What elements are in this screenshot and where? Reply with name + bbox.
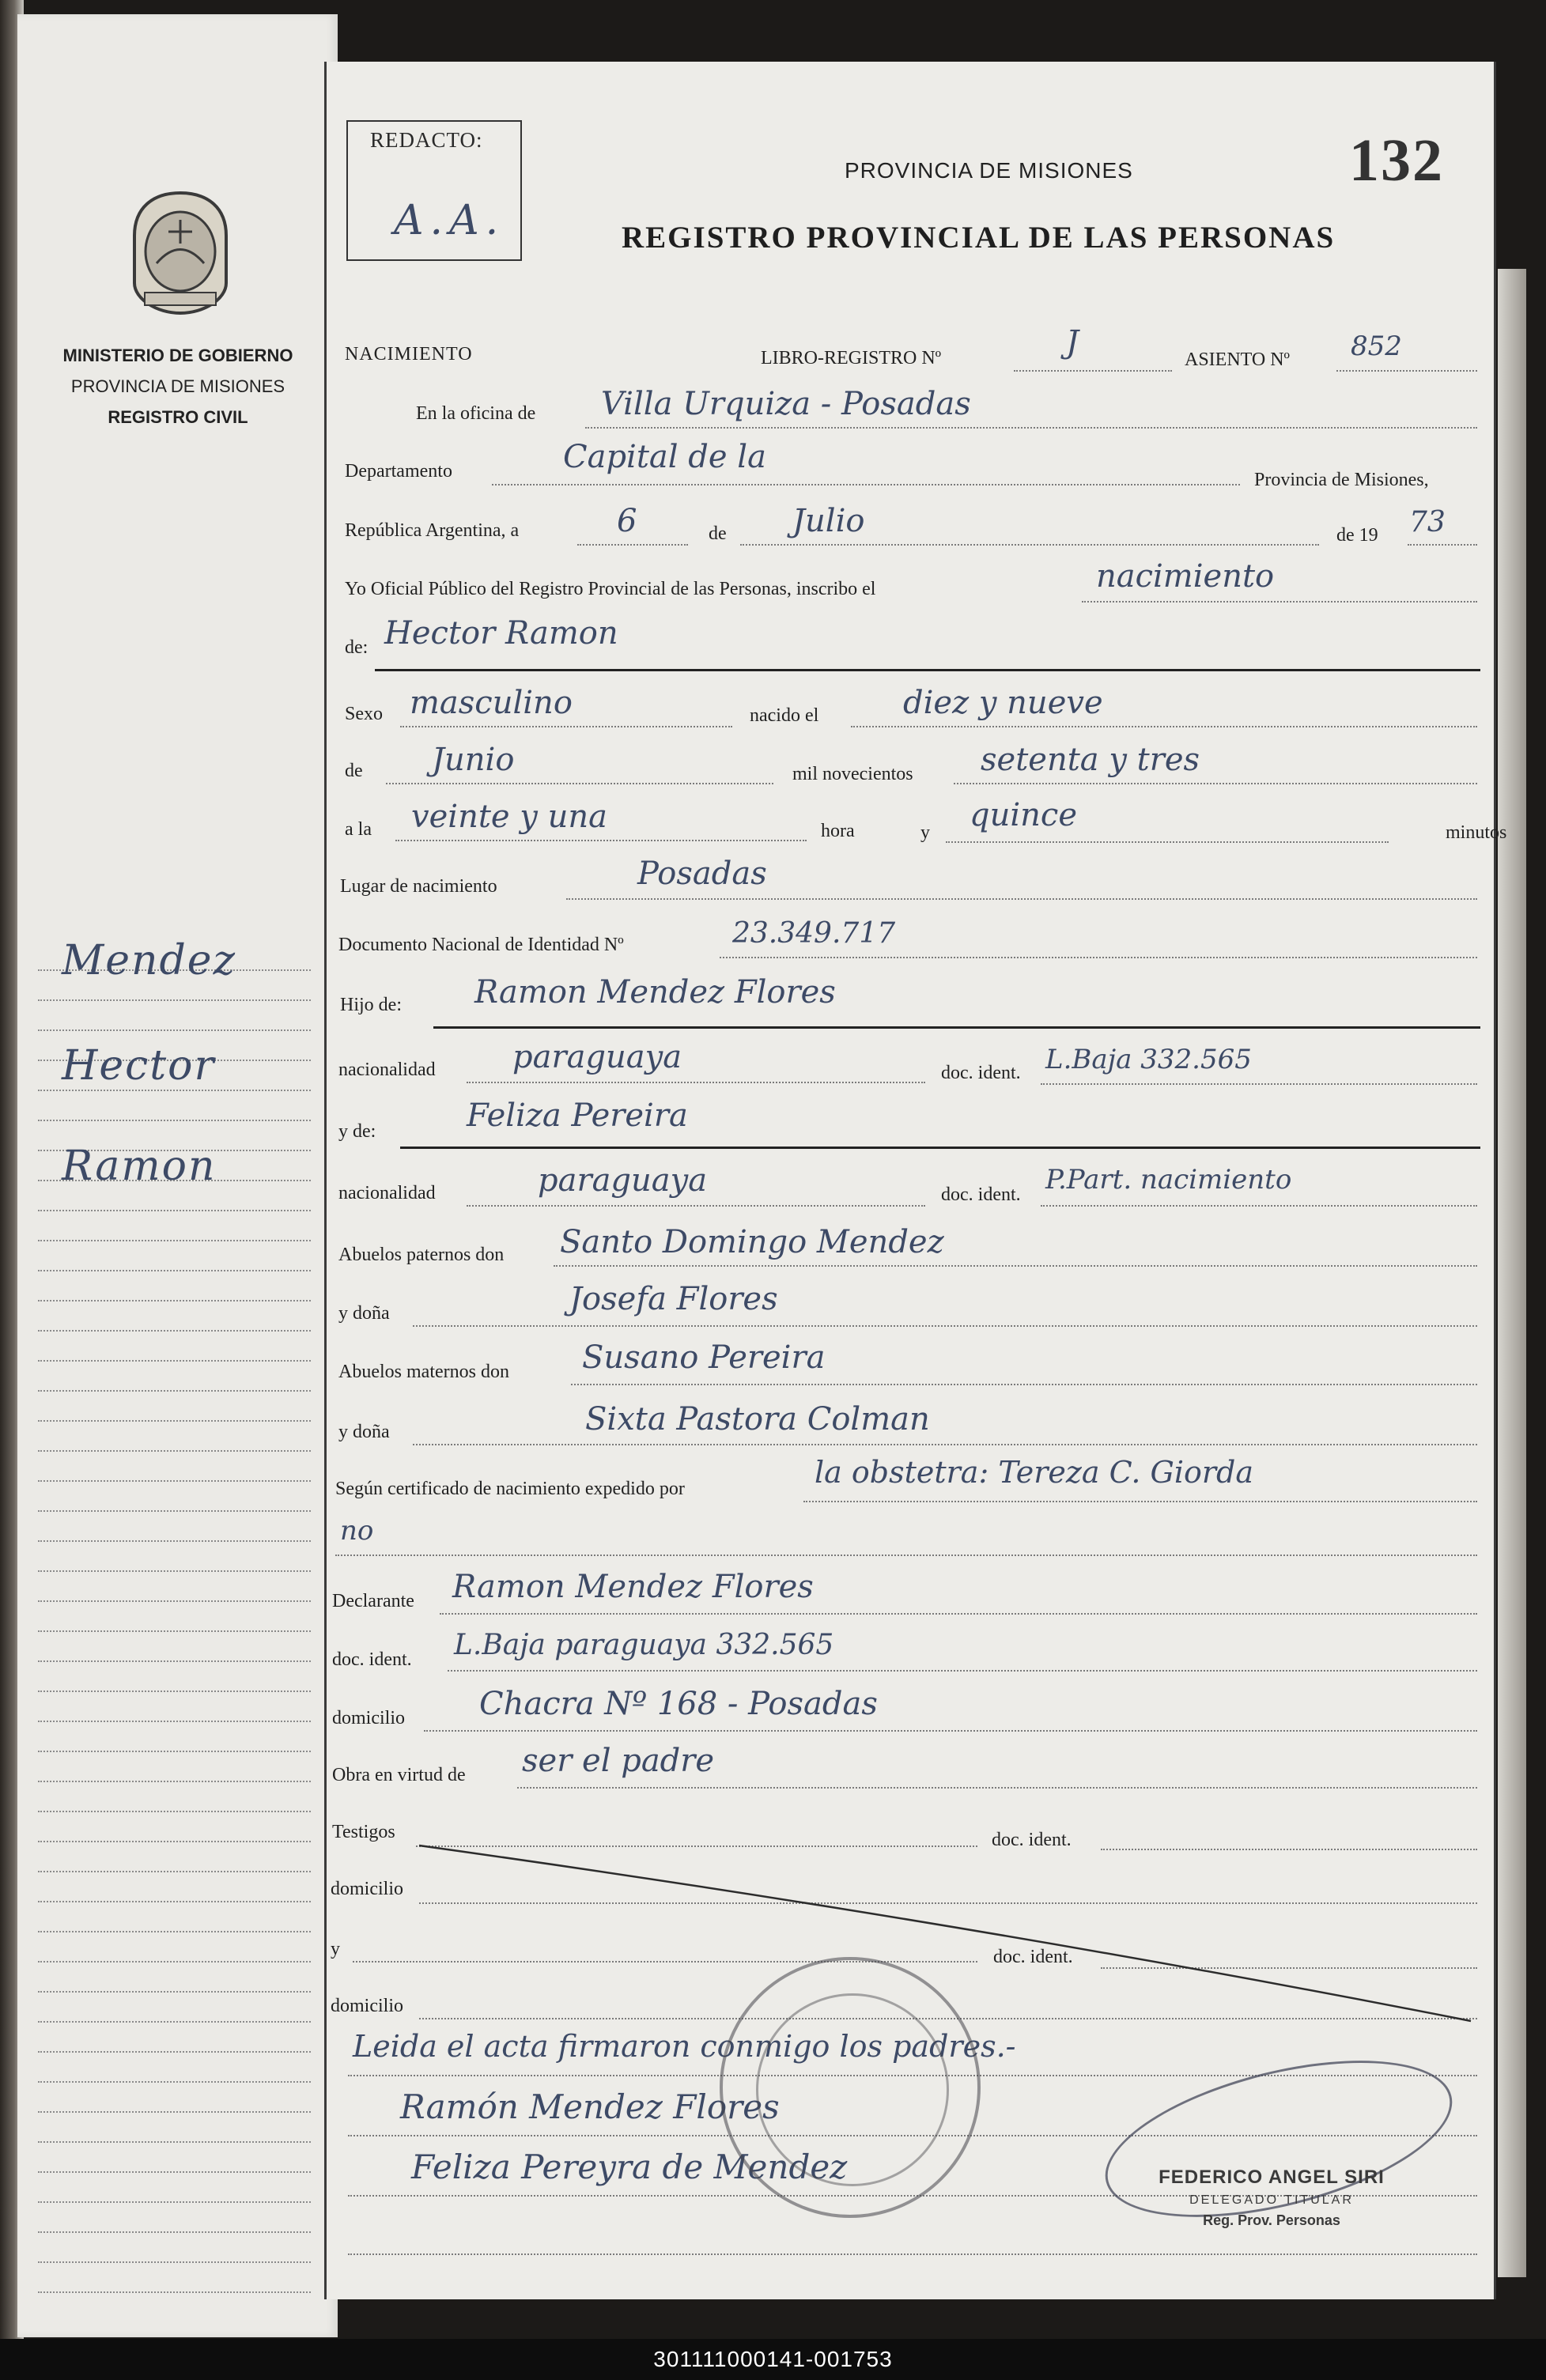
nombre-value: Hector Ramon bbox=[384, 615, 618, 652]
mil-line bbox=[954, 783, 1477, 784]
declarante-value: Ramon Mendez Flores bbox=[452, 1569, 814, 1605]
margin-line bbox=[38, 1001, 311, 1031]
firma-padre: Ramón Mendez Flores bbox=[400, 2087, 780, 2126]
ydona1-label: y doña bbox=[338, 1303, 390, 1324]
dni-value: 23.349.717 bbox=[732, 917, 896, 950]
nombre-label: de: bbox=[345, 637, 369, 658]
obra-line bbox=[517, 1787, 1477, 1789]
margin-surname: Mendez bbox=[62, 937, 236, 984]
hora-line bbox=[395, 840, 807, 841]
nacido-label: nacido el bbox=[750, 705, 819, 726]
margin-line bbox=[38, 2113, 311, 2143]
nac2-label: nacionalidad bbox=[338, 1183, 436, 1203]
margin-line bbox=[38, 1091, 311, 1121]
margin-line bbox=[38, 2233, 311, 2263]
nacido-value: diez y nueve bbox=[903, 685, 1103, 721]
leida-text: Leida el acta firmaron conmigo los padres.- bbox=[353, 2029, 1016, 2064]
mes-nac-value: Junio bbox=[432, 742, 515, 778]
margin-line bbox=[38, 1392, 311, 1422]
margin-firstname: Hector bbox=[62, 1042, 216, 1090]
nac1-label: nacionalidad bbox=[338, 1060, 436, 1080]
departamento-value: Capital de la bbox=[563, 439, 766, 475]
margin-line bbox=[38, 1301, 311, 1332]
nacido-line bbox=[851, 726, 1477, 727]
doc1-value: L.Baja 332.565 bbox=[1045, 1044, 1252, 1075]
doc1-line bbox=[1041, 1083, 1477, 1085]
lugar-line bbox=[566, 898, 1477, 900]
margin-line bbox=[38, 1722, 311, 1752]
minutos-line bbox=[946, 841, 1389, 843]
dni-line bbox=[720, 957, 1477, 958]
provincia-heading: PROVINCIA DE MISIONES bbox=[845, 158, 1133, 183]
ministry-heading bbox=[32, 340, 324, 433]
margin-line bbox=[38, 1902, 311, 1932]
segun-line-2 bbox=[335, 1555, 1477, 1556]
segun-value: la obstetra: Tereza C. Giorda bbox=[815, 1455, 1254, 1490]
official-seal-icon bbox=[720, 1957, 981, 2218]
libro-label: LIBRO-REGISTRO Nº bbox=[761, 348, 942, 368]
asiento-value: 852 bbox=[1351, 331, 1402, 362]
sexo-label: Sexo bbox=[345, 704, 383, 724]
oficial-label: Yo Oficial Público del Registro Provincial de las Personas, inscribo el bbox=[345, 579, 876, 599]
margin-line bbox=[38, 1782, 311, 1812]
dni-label: Documento Nacional de Identidad Nº bbox=[338, 935, 624, 955]
margin-line bbox=[38, 1482, 311, 1512]
margin-line bbox=[38, 1602, 311, 1632]
doc1-label: doc. ident. bbox=[941, 1063, 1021, 1083]
margin-line bbox=[38, 1572, 311, 1602]
ab-mat-value: Susano Pereira bbox=[582, 1339, 826, 1376]
ab-pat-label: Abuelos paternos don bbox=[338, 1245, 505, 1265]
declarante-line bbox=[440, 1613, 1477, 1615]
docdecl-line bbox=[448, 1670, 1477, 1672]
officer-office: Reg. Prov. Personas bbox=[1203, 2212, 1340, 2228]
margin-line bbox=[38, 1241, 311, 1271]
departamento-label: Departamento bbox=[345, 461, 452, 482]
margin-line bbox=[38, 1872, 311, 1902]
margin-line bbox=[38, 1692, 311, 1722]
anio-label: de 19 bbox=[1336, 525, 1378, 546]
margin-line bbox=[38, 2143, 311, 2173]
margin-line bbox=[38, 1362, 311, 1392]
segun-value-2: no bbox=[340, 1515, 374, 1547]
libro-line bbox=[1014, 370, 1172, 372]
de-label: de bbox=[709, 523, 727, 544]
doc2-line bbox=[1041, 1205, 1477, 1207]
oficina-line bbox=[585, 427, 1477, 429]
lugar-value: Posadas bbox=[637, 856, 767, 892]
ministry-line-3: REGISTRO CIVIL bbox=[108, 407, 248, 427]
margin-line bbox=[38, 1932, 311, 1963]
closing-line-4 bbox=[348, 2253, 1477, 2255]
margin-line bbox=[38, 2083, 311, 2113]
minutos-label: minutos bbox=[1446, 822, 1507, 843]
provincia-suffix: Provincia de Misiones, bbox=[1254, 470, 1429, 490]
mes-nac-label: de bbox=[345, 761, 363, 781]
page-number: 132 bbox=[1349, 127, 1444, 194]
docdecl-value: L.Baja paraguaya 332.565 bbox=[454, 1629, 834, 1661]
domicilio-label: domicilio bbox=[332, 1708, 405, 1728]
declarante-label: Declarante bbox=[332, 1591, 414, 1611]
hijo-label: Hijo de: bbox=[340, 995, 402, 1015]
margin-line bbox=[38, 2203, 311, 2233]
margin-line bbox=[38, 1993, 311, 2023]
margin-middlename: Ramon bbox=[62, 1143, 217, 1190]
ydona1-line bbox=[413, 1325, 1477, 1327]
margin-line bbox=[38, 1422, 311, 1452]
dom-t2-label: domicilio bbox=[331, 1996, 403, 2016]
madre-rule bbox=[400, 1147, 1480, 1149]
redacto-label: REDACTO: bbox=[370, 128, 483, 152]
firma-madre: Feliza Pereyra de Mendez bbox=[411, 2148, 848, 2186]
docdecl-label: doc. ident. bbox=[332, 1649, 412, 1670]
oficial-value: nacimiento bbox=[1096, 558, 1275, 595]
padre-value: Ramon Mendez Flores bbox=[474, 974, 836, 1011]
oficina-label: En la oficina de bbox=[416, 403, 536, 424]
redacto-box bbox=[346, 120, 522, 261]
nacimiento-label: NACIMIENTO bbox=[345, 344, 473, 365]
margin-line bbox=[38, 1452, 311, 1482]
margin-line bbox=[38, 1271, 311, 1301]
dom-t1-label: domicilio bbox=[331, 1879, 403, 1899]
doc2-value: P.Part. nacimiento bbox=[1045, 1164, 1292, 1196]
mil-value: setenta y tres bbox=[981, 742, 1200, 778]
lugar-label: Lugar de nacimiento bbox=[340, 876, 497, 897]
hora-label: hora bbox=[821, 821, 855, 841]
doc-t1-label: doc. ident. bbox=[992, 1830, 1072, 1850]
image-id-strip: 301111000141-001753 bbox=[0, 2339, 1546, 2380]
margin-line bbox=[38, 2053, 311, 2083]
coat-of-arms-icon bbox=[125, 188, 236, 319]
hora-value: veinte y una bbox=[411, 799, 607, 835]
ab-mat-label: Abuelos maternos don bbox=[338, 1362, 509, 1382]
margin-line bbox=[38, 1512, 311, 1542]
sexo-line bbox=[400, 726, 732, 727]
anio-line bbox=[1408, 544, 1477, 546]
padre-rule bbox=[433, 1026, 1480, 1029]
redacto-value: A.A. bbox=[394, 197, 505, 244]
anio-value: 73 bbox=[1409, 506, 1446, 538]
testigos-label: Testigos bbox=[332, 1822, 395, 1842]
nac2-line bbox=[467, 1205, 925, 1207]
segun-label: Según certificado de nacimiento expedido por bbox=[335, 1479, 685, 1499]
mes-nac-line bbox=[386, 783, 773, 784]
margin-line bbox=[38, 1211, 311, 1241]
testigos-strike-line bbox=[411, 1827, 1487, 2032]
madre-value: Feliza Pereira bbox=[467, 1097, 688, 1134]
asiento-line bbox=[1336, 370, 1477, 372]
nombre-rule bbox=[375, 669, 1480, 671]
asiento-label: ASIENTO Nº bbox=[1185, 349, 1290, 370]
departamento-line bbox=[492, 484, 1240, 485]
officer-stamp bbox=[1121, 2167, 1422, 2229]
doc-t2-label: doc. ident. bbox=[993, 1947, 1073, 1967]
margin-line bbox=[38, 1752, 311, 1782]
margin-line bbox=[38, 2263, 311, 2293]
nac1-value: paraguaya bbox=[512, 1039, 682, 1075]
doc2-label: doc. ident. bbox=[941, 1184, 1021, 1205]
ministry-line-1: MINISTERIO DE GOBIERNO bbox=[62, 346, 293, 365]
margin-line bbox=[38, 2023, 311, 2053]
mil-label: mil novecientos bbox=[792, 764, 913, 784]
page-edge bbox=[1498, 269, 1526, 2277]
margin-line bbox=[38, 1542, 311, 1572]
officer-role: DELEGADO TITULAR bbox=[1189, 2193, 1354, 2207]
domicilio-value: Chacra Nº 168 - Posadas bbox=[479, 1686, 878, 1722]
obra-label: Obra en virtud de bbox=[332, 1765, 466, 1785]
ydona2-line bbox=[413, 1444, 1477, 1445]
sexo-value: masculino bbox=[410, 685, 573, 721]
ab-pat-line bbox=[554, 1265, 1477, 1267]
libro-value: J bbox=[1066, 324, 1079, 361]
margin-line bbox=[38, 1332, 311, 1362]
ydona2-value: Sixta Pastora Colman bbox=[585, 1401, 930, 1437]
segun-line bbox=[803, 1501, 1477, 1502]
ydona2-label: y doña bbox=[338, 1422, 390, 1442]
y-label: y bbox=[920, 822, 930, 843]
officer-name: FEDERICO ANGEL SIRI bbox=[1159, 2167, 1385, 2188]
ydona1-value: Josefa Flores bbox=[569, 1281, 778, 1317]
ab-pat-value: Santo Domingo Mendez bbox=[560, 1224, 944, 1260]
oficina-value: Villa Urquiza - Posadas bbox=[601, 386, 971, 422]
oficial-line bbox=[1082, 601, 1477, 603]
ministry-line-2: PROVINCIA DE MISIONES bbox=[70, 376, 285, 396]
minutos-value: quince bbox=[970, 797, 1077, 833]
margin-line bbox=[38, 1812, 311, 1842]
mes-value: Julio bbox=[792, 503, 865, 539]
obra-value: ser el padre bbox=[522, 1743, 715, 1779]
page-right-rule bbox=[1494, 62, 1496, 2299]
domicilio-line bbox=[424, 1730, 1477, 1732]
margin-line bbox=[38, 2173, 311, 2203]
document-title: REGISTRO PROVINCIAL DE LAS PERSONAS bbox=[622, 221, 1336, 255]
dia-line bbox=[577, 544, 688, 546]
nac2-value: paraguaya bbox=[538, 1162, 708, 1199]
margin-line bbox=[38, 1963, 311, 1993]
margin-line bbox=[38, 1632, 311, 1662]
mes-line bbox=[740, 544, 1319, 546]
alas-label: a la bbox=[345, 819, 372, 840]
republica-label: República Argentina, a bbox=[345, 520, 520, 541]
nac1-line bbox=[467, 1082, 925, 1083]
margin-line bbox=[38, 1662, 311, 1692]
ab-mat-line bbox=[571, 1384, 1477, 1385]
madre-label: y de: bbox=[338, 1121, 376, 1142]
dia-value: 6 bbox=[617, 503, 637, 539]
margin-line bbox=[38, 1842, 311, 1872]
y-t-label: y bbox=[331, 1939, 340, 1959]
